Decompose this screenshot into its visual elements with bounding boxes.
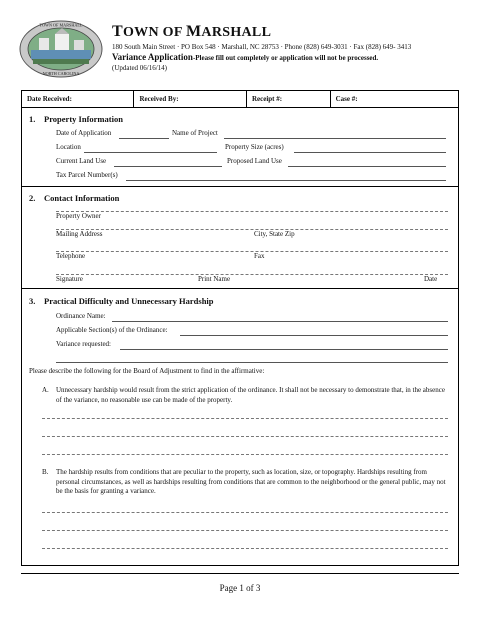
section-2-title: 2. Contact Information (29, 193, 120, 203)
item-b-answer-line[interactable] (42, 530, 448, 531)
property-size-label: Property Size (acres) (225, 143, 284, 151)
telephone-field[interactable] (56, 251, 448, 252)
receipt-number-field[interactable]: Receipt #: (247, 91, 331, 107)
item-b-label: B. (42, 468, 49, 476)
print-name-label: Print Name (198, 275, 231, 283)
fax-label: Fax (254, 252, 265, 260)
tax-parcel-field[interactable] (126, 180, 446, 181)
town-address: 180 South Main Street · PO Box 548 · Marshall, NC 28753 · Phone (828) 649-3031 · Fax (828) 649- 3413 (112, 43, 412, 51)
city-state-zip-label: City, State Zip (254, 230, 295, 238)
office-use-box (21, 90, 459, 108)
page-number: Page 1 of 3 (219, 583, 261, 593)
section-divider (22, 186, 458, 187)
current-land-use-field[interactable] (114, 166, 222, 167)
date-of-application-label: Date of Application (56, 129, 112, 137)
town-seal-logo (19, 20, 103, 78)
town-name: TOWN OF MARSHALL (112, 23, 272, 40)
instructions-text: Please describe the following for the Board of Adjustment to find in the affirmative: (29, 367, 265, 375)
project-name-label: Name of Project (172, 129, 218, 137)
item-a-answer-line[interactable] (42, 454, 448, 455)
location-label: Location (56, 143, 81, 151)
tax-parcel-label: Tax Parcel Number(s) (56, 171, 118, 179)
project-name-field[interactable] (224, 138, 446, 139)
property-size-field[interactable] (294, 152, 446, 153)
mailing-address-field[interactable] (56, 229, 448, 230)
svg-text:NORTH CAROLINA: NORTH CAROLINA (42, 71, 80, 76)
current-land-use-label: Current Land Use (56, 157, 107, 165)
date-label: Date (424, 275, 438, 283)
footer-rule (21, 573, 459, 574)
section-divider (22, 288, 458, 289)
property-owner-label: Property Owner (56, 212, 101, 220)
application-title: Variance Application-Please fill out completely or application will not be processed. (112, 52, 379, 62)
mailing-address-label: Mailing Address (56, 230, 103, 238)
signature-field[interactable] (56, 274, 448, 275)
variance-requested-field-2[interactable] (56, 362, 448, 363)
ordinance-name-label: Ordinance Name: (56, 312, 106, 320)
letterhead (112, 24, 472, 73)
application-form (21, 107, 459, 566)
item-b-text: The hardship results from conditions that are peculiar to the property, such as location, size, or topography. Hardships resulting from personal circumstances, as well as hardships resulting from conditions that are common to the neighborhood or the general public, may not be the basis for granting a variance. (56, 468, 446, 495)
section-3-title: 3. Practical Difficulty and Unnecessary Hardship (29, 296, 214, 306)
item-a-answer-line[interactable] (42, 418, 448, 419)
applicable-sections-field[interactable] (180, 335, 448, 336)
item-a-text: Unnecessary hardship would result from the strict application of the ordinance. It shall not be necessary to demonstrate that, in the absence of the variance, no reasonable use can be made of the property. (56, 386, 445, 404)
updated-date: (Updated 06/16/14) (112, 64, 168, 72)
applicable-sections-label: Applicable Section(s) of the Ordinance: (56, 326, 168, 334)
signature-label: Signature (56, 275, 83, 283)
received-by-field[interactable]: Received By: (134, 91, 246, 107)
location-field[interactable] (84, 152, 217, 153)
property-owner-field[interactable] (56, 211, 448, 212)
date-of-application-field[interactable] (119, 138, 169, 139)
ordinance-name-field[interactable] (112, 321, 448, 322)
proposed-land-use-field[interactable] (288, 166, 446, 167)
date-received-field[interactable]: Date Received: (22, 91, 134, 107)
variance-requested-field[interactable] (120, 349, 448, 350)
item-a-label: A. (42, 386, 49, 394)
telephone-label: Telephone (56, 252, 86, 260)
item-a-answer-line[interactable] (42, 436, 448, 437)
variance-requested-label: Variance requested: (56, 340, 111, 348)
proposed-land-use-label: Proposed Land Use (227, 157, 282, 165)
section-1-title: 1. Property Information (29, 114, 123, 124)
case-number-field[interactable]: Case #: (335, 95, 358, 103)
item-b-answer-line[interactable] (42, 548, 448, 549)
item-b-answer-line[interactable] (42, 512, 448, 513)
svg-text:TOWN OF MARSHALL: TOWN OF MARSHALL (39, 22, 83, 28)
